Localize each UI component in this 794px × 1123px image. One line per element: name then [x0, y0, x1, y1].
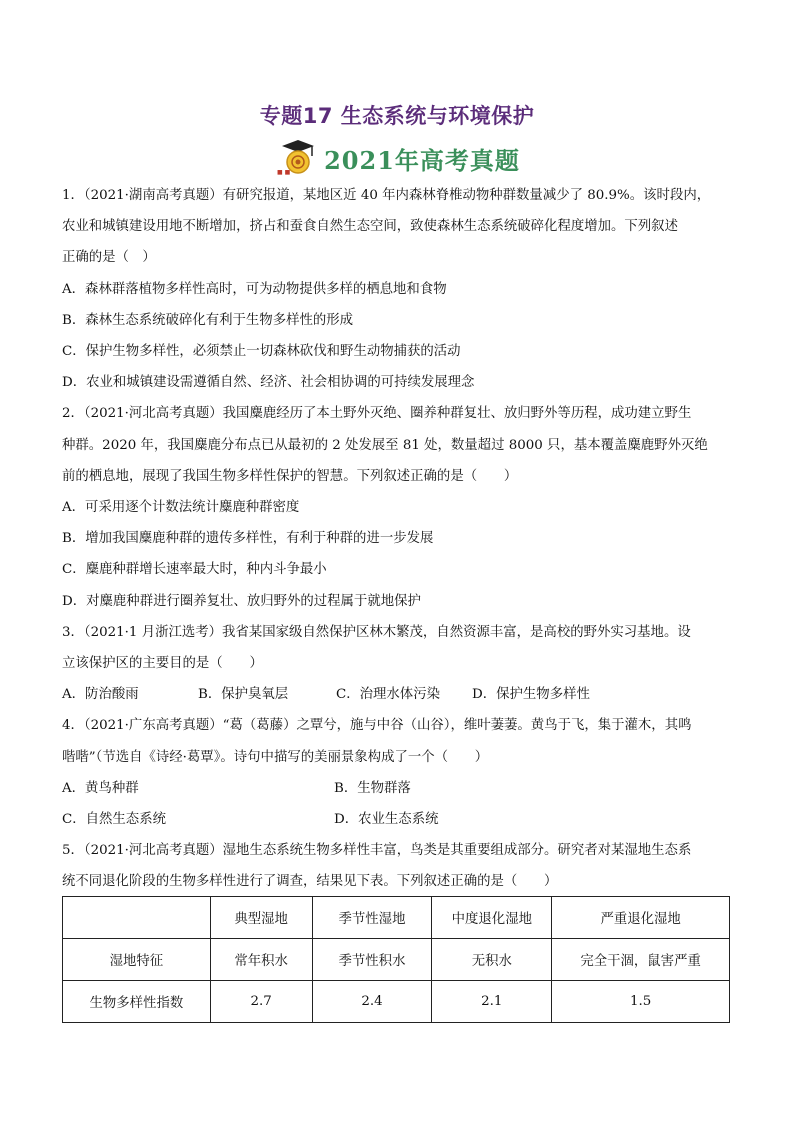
question-3-option-c: C．治理水体污染 — [336, 687, 440, 703]
question-3-line: 立该保护区的主要目的是（ ） — [62, 656, 263, 672]
table-cell: 湿地特征 — [63, 939, 211, 981]
table-row — [63, 981, 730, 1023]
question-2-line: 种群。2020 年，我国麋鹿分布点已从最初的 2 处发展至 81 处，数量超过 8000 只，基本覆盖麋鹿野外灭绝 — [62, 437, 708, 453]
question-2-option-a: A．可采用逐个计数法统计麋鹿种群密度 — [62, 500, 300, 516]
question-1-option-b: B．森林生态系统破碎化有利于生物多样性的形成 — [62, 312, 354, 328]
table-header-cell: 中度退化湿地 — [432, 897, 552, 939]
question-4-line: 喈喈”（节选自《诗经·葛覃》。诗句中描写的美丽景象构成了一个（ ） — [62, 749, 489, 765]
subtitle-row — [0, 138, 794, 178]
table-header-row — [63, 897, 730, 939]
table-cell: 无积水 — [432, 939, 552, 981]
question-3-line: 3．（2021·1 月浙江选考）我省某国家级自然保护区林木繁茂，自然资源丰富，是高校的野外实习基地。设 — [62, 624, 691, 640]
table-cell: 季节性积水 — [312, 939, 432, 981]
question-1-line: 农业和城镇建设用地不断增加，挤占和蚕食自然生态空间，致使森林生态系统破碎化程度增加。下列叙述 — [62, 219, 678, 235]
table-cell: 常年积水 — [210, 939, 312, 981]
question-1-option-d: D．农业和城镇建设需遵循自然、经济、社会相协调的可持续发展理念 — [62, 375, 475, 391]
question-3-options — [62, 679, 732, 710]
question-3-option-b: B．保护臭氧层 — [198, 687, 289, 703]
page-title: 专题17 生态系统与环境保护 — [259, 104, 535, 128]
table-row — [63, 939, 730, 981]
table-cell: 2.4 — [312, 981, 432, 1023]
page-subtitle: 2021年高考真题 — [324, 145, 520, 175]
table-cell: 1.5 — [552, 981, 730, 1023]
table-cell: 生物多样性指数 — [63, 981, 211, 1023]
wetland-data-table — [62, 896, 730, 1023]
scholar-cap-mascot-icon — [274, 138, 318, 178]
question-5-line: 统不同退化阶段的生物多样性进行了调查，结果见下表。下列叙述正确的是（ ） — [62, 874, 558, 890]
table-cell: 2.1 — [432, 981, 552, 1023]
question-2-line: 2．（2021·河北高考真题）我国麋鹿经历了本土野外灭绝、圈养种群复壮、放归野外等历程，成功建立野生 — [62, 406, 692, 422]
question-1-option-c: C．保护生物多样性，必须禁止一切森林砍伐和野生动物捕获的活动 — [62, 344, 461, 360]
question-4-option-c: C．自然生态系统 — [62, 812, 166, 828]
question-4-options-row-2 — [62, 804, 732, 835]
question-1-line: 1．（2021·湖南高考真题）有研究报道，某地区近 40 年内森林脊椎动物种群数量减少了 80.9%。该时段内， — [62, 188, 711, 203]
table-header-cell: 季节性湿地 — [312, 897, 432, 939]
question-2-option-b: B．增加我国麋鹿种群的遗传多样性，有利于种群的进一步发展 — [62, 531, 434, 547]
question-4-option-d: D．农业生态系统 — [334, 812, 439, 828]
question-5-line: 5．（2021·河北高考真题）湿地生态系统生物多样性丰富，鸟类是其重要组成部分。研究者对某湿地生态系 — [62, 843, 692, 859]
question-4-option-a: A．黄鸟种群 — [62, 780, 139, 796]
question-4-option-b: B．生物群落 — [334, 780, 411, 796]
questions — [62, 180, 732, 898]
question-3-option-d: D．保护生物多样性 — [472, 687, 590, 703]
question-2-line: 前的栖息地，展现了我国生物多样性保护的智慧。下列叙述正确的是（ ） — [62, 468, 518, 484]
svg-text:■ ■: ■ ■ — [277, 169, 291, 176]
question-4-options-row-1 — [62, 773, 732, 804]
table-header-cell: 严重退化湿地 — [552, 897, 730, 939]
table-header-cell — [63, 897, 211, 939]
question-4-line: 4．（2021·广东高考真题）“葛（葛藤）之覃兮，施与中谷（山谷），维叶萋萋。黄鸟于飞，集于灌木，其鸣 — [62, 718, 692, 734]
question-2-option-c: C．麋鹿种群增长速率最大时，种内斗争最小 — [62, 562, 327, 578]
question-2-option-d: D．对麋鹿种群进行圈养复壮、放归野外的过程属于就地保护 — [62, 593, 421, 609]
question-1-option-a: A．森林群落植物多样性高时，可为动物提供多样的栖息地和食物 — [62, 281, 447, 297]
table-cell: 2.7 — [210, 981, 312, 1023]
table-cell: 完全干涸，鼠害严重 — [552, 939, 730, 981]
question-1-line: 正确的是（ ） — [62, 250, 156, 266]
table-header-cell: 典型湿地 — [210, 897, 312, 939]
question-3-option-a: A．防治酸雨 — [62, 687, 139, 703]
